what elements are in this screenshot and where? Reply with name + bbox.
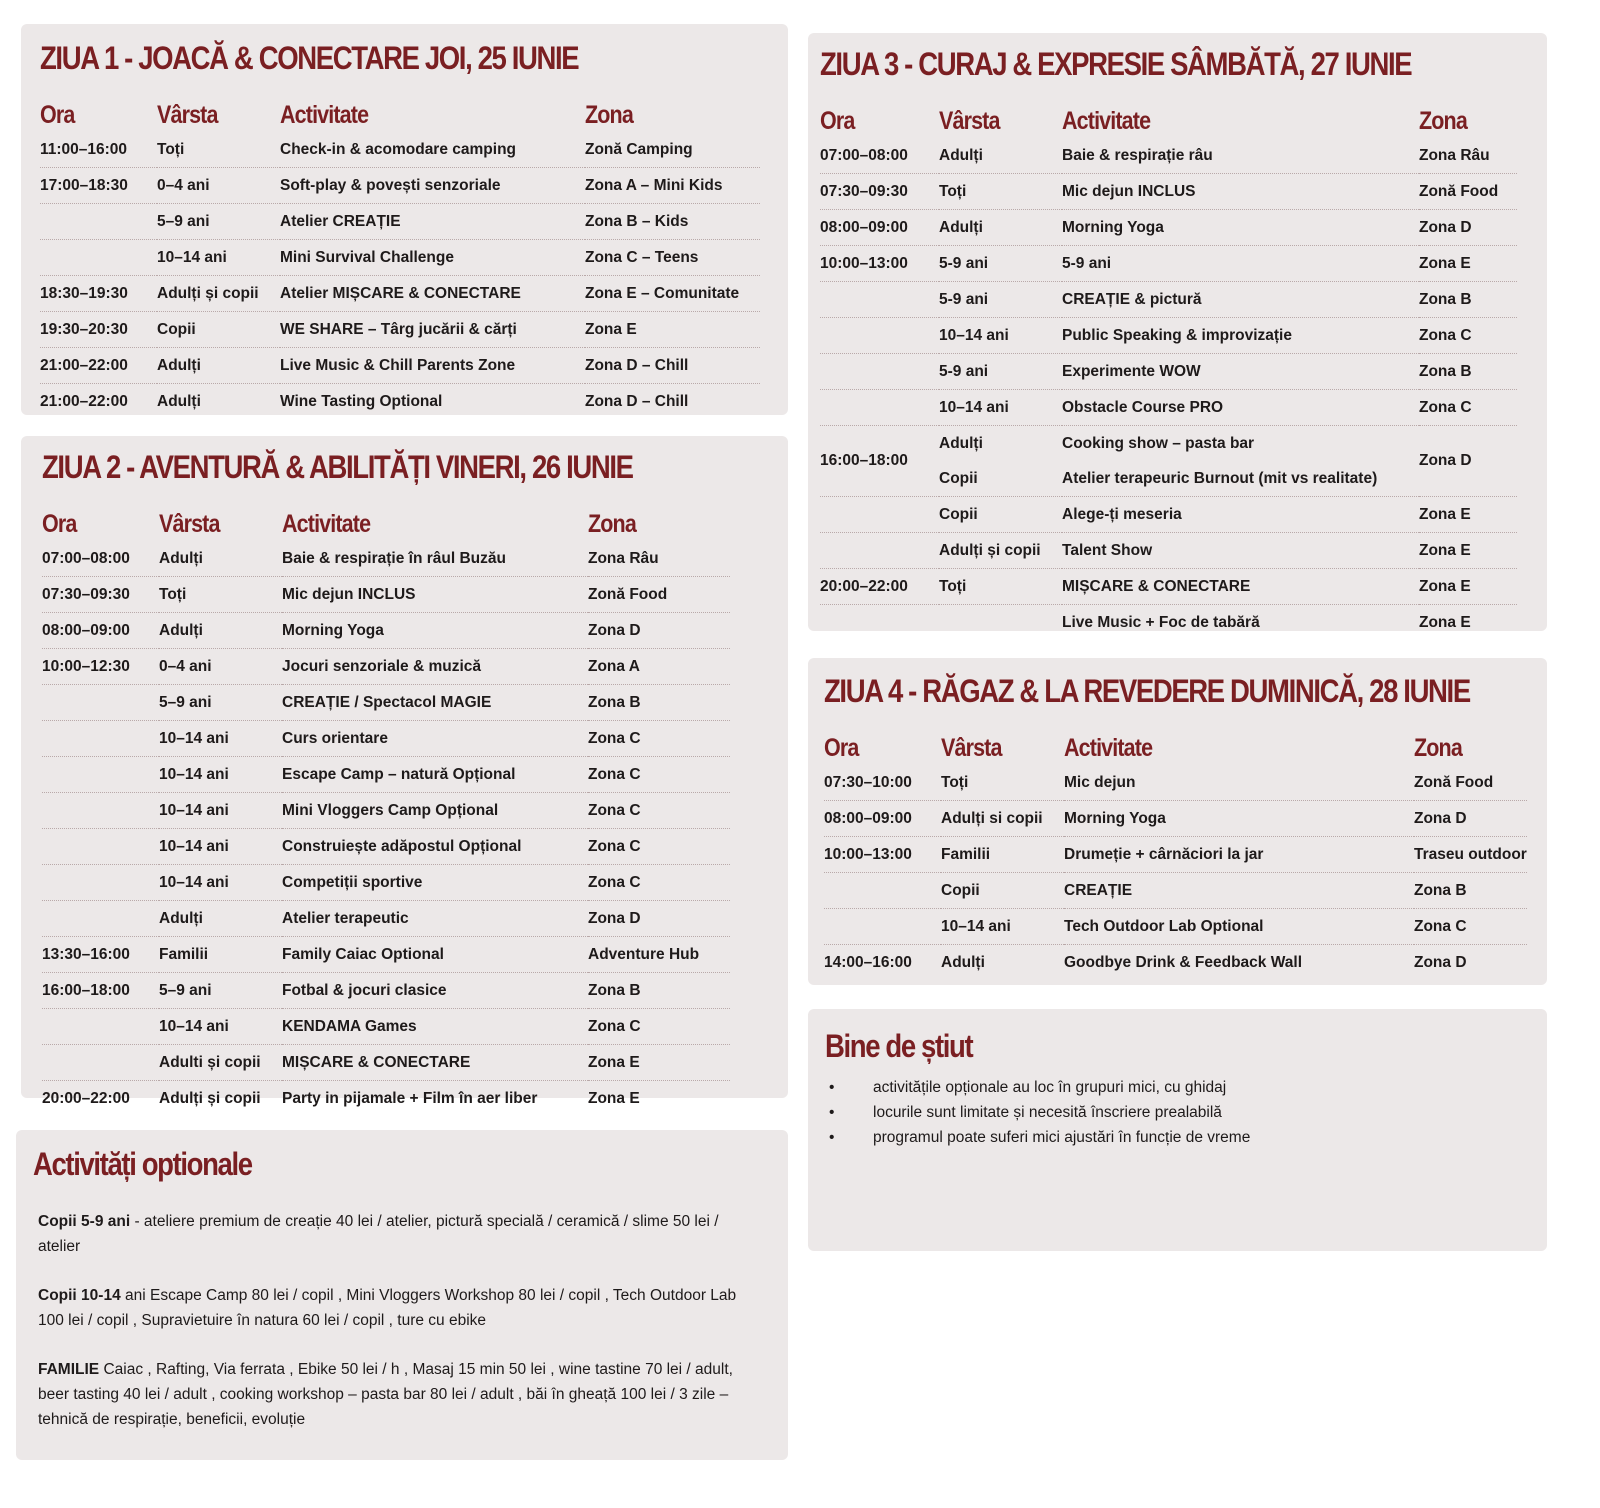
cell-zona: Zonă Camping: [585, 132, 760, 168]
cell-activitate: Party in pijamale + Film în aer liber: [282, 1089, 538, 1107]
table-row: [820, 390, 1517, 426]
table-row: [42, 937, 730, 973]
cell-activitate: Mic dejun: [1064, 765, 1414, 801]
cell-activitate: 5-9 ani: [1062, 246, 1419, 282]
table-row: [820, 246, 1517, 282]
cell-varsta: Adulți: [159, 613, 282, 649]
cell-zona: Zona E – Comunitate: [585, 276, 760, 312]
day1-card: [21, 24, 788, 415]
cell-zona: Zona D: [1419, 426, 1517, 497]
cell-varsta: 10–14 ani: [159, 793, 282, 829]
cell-ora: [820, 390, 939, 426]
cell-varsta: Adulți: [939, 138, 1062, 174]
table-row: [42, 649, 730, 685]
cell-varsta: Toți: [157, 132, 280, 168]
header-ora: Ora: [820, 107, 855, 135]
cell-activitate: Check-in & acomodare camping: [280, 132, 585, 168]
cell-zona: Zona D – Chill: [585, 392, 689, 410]
cell-ora: [42, 757, 159, 793]
cell-ora: 20:00–22:00: [820, 569, 939, 605]
cell-zona: Zona D: [1414, 953, 1467, 971]
header-ora: Ora: [40, 101, 75, 129]
cell-zona: Zona E: [1419, 613, 1471, 631]
table-row: [820, 533, 1517, 569]
cell-activitate: Talent Show: [1062, 533, 1419, 569]
day3-title: ZIUA 3 - CURAJ & EXPRESIE SÂMBĂTĂ, 27 IUNIE: [820, 46, 1412, 82]
cell-activitate: CREAȚIE: [1064, 873, 1414, 909]
cell-activitate: Live Music + Foc de tabără: [1062, 613, 1260, 631]
cell-zona: Zona B: [1419, 354, 1517, 390]
table-row: [40, 384, 760, 420]
cell-varsta: 10–14 ani: [159, 1009, 282, 1045]
day4-card: [808, 658, 1547, 985]
cell-varsta: Adulți și copii: [939, 533, 1062, 569]
cell-varsta: Adulți: [159, 901, 282, 937]
cell-varsta: Adulți: [939, 434, 983, 452]
table-row: [824, 945, 1527, 981]
cell-zona: Zona C: [1419, 390, 1517, 426]
cell-activitate: MIȘCARE & CONECTARE: [282, 1045, 588, 1081]
header-activitate: Activitate: [282, 510, 371, 538]
note-item: • locurile sunt limitate și necesită înscriere prealabilă: [827, 1100, 1517, 1125]
cell-zona: Zona Râu: [588, 541, 730, 577]
day4-table: [824, 723, 1527, 980]
cell-activitate: Competiții sportive: [282, 865, 588, 901]
cell-varsta: Copii: [157, 312, 280, 348]
cell-activitate: Jocuri senzoriale & muzică: [282, 649, 588, 685]
cell-activitate: Mini Survival Challenge: [280, 240, 585, 276]
cell-activitate: Mini Vloggers Camp Opțional: [282, 793, 588, 829]
cell-ora: 17:00–18:30: [40, 168, 157, 204]
cell-varsta: Adulți și copii: [157, 276, 280, 312]
table-row: [824, 837, 1527, 873]
cell-varsta: 5-9 ani: [939, 354, 1062, 390]
optional-family: FAMILIE Caiac , Rafting, Via ferrata , Ebike 50 lei / h , Masaj 15 min 50 lei , wine tastine 70 lei / adult, beer tasting 40 lei / adult , cooking workshop – pasta bar 80 lei / adult , băi în gheață 100 lei / 3 zile – tehnică de respirație, beneficii, evoluție: [38, 1361, 733, 1428]
table-row: [42, 793, 730, 829]
cell-zona: Zona B – Kids: [585, 204, 760, 240]
table-row: [40, 312, 760, 348]
cell-ora: 10:00–12:30: [42, 649, 159, 685]
cell-varsta: Adulti și copii: [159, 1045, 282, 1081]
cell-varsta: 10–14 ani: [159, 829, 282, 865]
cell-zona: Zona C: [588, 793, 730, 829]
cell-zona: Zona E: [585, 312, 760, 348]
cell-zona: Zona E: [588, 1089, 640, 1107]
cell-activitate: Soft-play & povești senzoriale: [280, 168, 585, 204]
table-row: [42, 757, 730, 793]
cell-activitate: Fotbal & jocuri clasice: [282, 973, 588, 1009]
cell-zona: Zona E: [1419, 497, 1517, 533]
day2-table: [42, 499, 730, 1116]
cell-zona: Zona Râu: [1419, 138, 1517, 174]
cell-zona: Zona D: [588, 613, 730, 649]
cell-ora: [42, 721, 159, 757]
cell-activitate: KENDAMA Games: [282, 1009, 588, 1045]
cell-ora: [40, 240, 157, 276]
table-row: [820, 318, 1517, 354]
cell-activitate: Baie & respirație râu: [1062, 138, 1419, 174]
cell-varsta: 5–9 ani: [157, 204, 280, 240]
cell-activitate: Drumeție + cârnăciori la jar: [1064, 837, 1414, 873]
cell-varsta: Toți: [939, 174, 1062, 210]
cell-ora: 21:00–22:00: [40, 348, 157, 384]
cell-ora: 21:00–22:00: [40, 392, 128, 410]
day4-title: ZIUA 4 - RĂGAZ & LA REVEDERE DUMINICĂ, 28 IUNIE: [824, 673, 1470, 709]
table-row: [820, 569, 1517, 605]
cell-ora: [820, 282, 939, 318]
table-row: [820, 210, 1517, 246]
header-zona: Zona: [588, 510, 636, 538]
cell-zona: Zona C: [1414, 909, 1527, 945]
table-row: [820, 174, 1517, 210]
cell-ora: [40, 204, 157, 240]
cell-ora: 18:30–19:30: [40, 276, 157, 312]
cell-zona: Zona C: [588, 1009, 730, 1045]
table-row: [42, 1009, 730, 1045]
header-varsta: Vârsta: [939, 107, 1000, 135]
day1-title: ZIUA 1 - JOACĂ & CONECTARE JOI, 25 IUNIE: [40, 40, 579, 76]
cell-zona: Zona E: [1419, 569, 1517, 605]
note-item: • activitățile opționale au loc în grupuri mici, cu ghidaj: [827, 1075, 1517, 1100]
table-row: [824, 909, 1527, 945]
cell-varsta: Adulți și copii: [159, 1089, 261, 1107]
cell-ora: 20:00–22:00: [42, 1089, 130, 1107]
table-row: [42, 829, 730, 865]
cell-varsta: Adulți: [157, 392, 201, 410]
day2-title: ZIUA 2 - AVENTURĂ & ABILITĂȚI VINERI, 26 IUNIE: [42, 449, 633, 485]
optional-card: [16, 1130, 788, 1460]
cell-activitate: Baie & respirație în râul Buzău: [282, 541, 588, 577]
table-row: [824, 801, 1527, 837]
cell-ora: 07:00–08:00: [820, 138, 939, 174]
header-activitate: Activitate: [1062, 107, 1151, 135]
cell-zona: Zona C: [1419, 318, 1517, 354]
note-item: • programul poate suferi mici ajustări în funcție de vreme: [827, 1125, 1517, 1150]
cell-varsta: Adulți: [157, 348, 280, 384]
cell-zona: Zona D: [1414, 801, 1527, 837]
day3-card: [808, 33, 1547, 631]
header-ora: Ora: [824, 734, 859, 762]
table-row: [42, 1081, 730, 1117]
table-row: [40, 204, 760, 240]
cell-activitate: Goodbye Drink & Feedback Wall: [1064, 953, 1303, 971]
day3-table: [820, 96, 1517, 640]
header-varsta: Vârsta: [157, 101, 218, 129]
cell-varsta: Adulți: [939, 210, 1062, 246]
cell-zona: Zona E: [588, 1045, 730, 1081]
cell-activitate: Curs orientare: [282, 721, 588, 757]
cell-varsta: Adulți: [941, 953, 985, 971]
cell-varsta: 0–4 ani: [159, 649, 282, 685]
cell-zona: Zona A – Mini Kids: [585, 168, 760, 204]
cell-varsta: 10–14 ani: [939, 390, 1062, 426]
cell-varsta: Toți: [941, 765, 1064, 801]
header-activitate: Activitate: [1064, 734, 1153, 762]
cell-activitate: Public Speaking & improvizație: [1062, 318, 1419, 354]
cell-zona: Zona E: [1419, 246, 1517, 282]
cell-zona: Zona C: [588, 865, 730, 901]
cell-activitate: WE SHARE – Târg jucării & cărți: [280, 312, 585, 348]
cell-varsta: [939, 605, 1062, 641]
cell-varsta: 10–14 ani: [939, 318, 1062, 354]
header-varsta: Vârsta: [941, 734, 1002, 762]
cell-activitate: Obstacle Course PRO: [1062, 390, 1419, 426]
table-row: [42, 973, 730, 1009]
cell-zona: Zonă Food: [588, 577, 730, 613]
table-row: [820, 497, 1517, 533]
table-row: [40, 240, 760, 276]
cell-ora: 07:30–10:00: [824, 765, 941, 801]
table-row: [42, 577, 730, 613]
optional-body: [38, 1209, 763, 1456]
cell-ora: [820, 318, 939, 354]
header-ora: Ora: [42, 510, 77, 538]
cell-ora: 08:00–09:00: [42, 613, 159, 649]
cell-activitate: Cooking show – pasta bar: [1062, 434, 1255, 452]
table-row: [40, 168, 760, 204]
cell-zona: Zona D: [588, 901, 730, 937]
cell-activitate: Alege-ți meseria: [1062, 497, 1419, 533]
cell-zona: Zona D – Chill: [585, 348, 760, 384]
cell-ora: 08:00–09:00: [820, 210, 939, 246]
cell-activitate: Escape Camp – natură Opțional: [282, 757, 588, 793]
cell-activitate: Live Music & Chill Parents Zone: [280, 348, 585, 384]
cell-zona: Zona B: [588, 973, 730, 1009]
cell-zona: Zona C – Teens: [585, 240, 760, 276]
table-row: [42, 865, 730, 901]
table-row: [42, 541, 730, 577]
table-row: [820, 605, 1517, 641]
cell-ora: [42, 829, 159, 865]
header-activitate: Activitate: [280, 101, 369, 129]
cell-zona: Zona C: [588, 829, 730, 865]
cell-zona: Zona C: [588, 757, 730, 793]
notes-list: [827, 1075, 1517, 1150]
header-varsta: Vârsta: [159, 510, 220, 538]
table-row: [42, 721, 730, 757]
cell-varsta: 10–14 ani: [157, 240, 280, 276]
cell-zona: Adventure Hub: [588, 937, 730, 973]
table-row: [820, 138, 1517, 174]
cell-activitate: Construiește adăpostul Opțional: [282, 829, 588, 865]
cell-ora: [42, 1045, 159, 1081]
cell-zona: Zonă Food: [1419, 174, 1517, 210]
cell-activitate: Wine Tasting Optional: [280, 392, 443, 410]
cell-ora: [820, 354, 939, 390]
cell-activitate: Atelier MIȘCARE & CONECTARE: [280, 276, 585, 312]
table-row: [42, 685, 730, 721]
day1-table: [40, 90, 760, 419]
cell-ora: 10:00–13:00: [820, 246, 939, 282]
cell-activitate: Family Caiac Optional: [282, 937, 588, 973]
cell-activitate: CREAȚIE & pictură: [1062, 282, 1419, 318]
cell-ora: 14:00–16:00: [824, 953, 912, 971]
cell-ora: [42, 901, 159, 937]
cell-activitate: Atelier CREAȚIE: [280, 204, 585, 240]
cell-zona: Zona E: [1419, 533, 1517, 569]
cell-ora: [42, 865, 159, 901]
cell-varsta: Familii: [159, 937, 282, 973]
cell-zona: Zona C: [588, 721, 730, 757]
cell-ora: [42, 793, 159, 829]
cell-ora: 19:30–20:30: [40, 312, 157, 348]
cell-ora: 16:00–18:00: [820, 426, 939, 497]
optional-title: Activități optionale: [33, 1146, 252, 1182]
cell-zona: Zona B: [1419, 282, 1517, 318]
cell-varsta: 10–14 ani: [159, 865, 282, 901]
table-row: [820, 354, 1517, 390]
cell-varsta: Copii: [939, 497, 1062, 533]
cell-varsta: 5–9 ani: [159, 685, 282, 721]
table-row: [40, 276, 760, 312]
cell-ora: [820, 497, 939, 533]
cell-varsta: 0–4 ani: [157, 168, 280, 204]
cell-ora: [42, 685, 159, 721]
table-row: [820, 426, 1517, 462]
cell-zona: Zona A: [588, 649, 730, 685]
cell-varsta: 10–14 ani: [159, 721, 282, 757]
cell-varsta: Toți: [159, 577, 282, 613]
day2-card: [21, 436, 788, 1107]
cell-activitate: Tech Outdoor Lab Optional: [1064, 909, 1414, 945]
table-row: [824, 873, 1527, 909]
cell-activitate: Atelier terapeuric Burnout (mit vs realitate): [1062, 461, 1419, 497]
cell-ora: 13:30–16:00: [42, 937, 159, 973]
optional-kids-5-9: Copii 5-9 ani - ateliere premium de creație 40 lei / atelier, pictură specială / ceramică / slime 50 lei / atelier: [38, 1213, 719, 1255]
cell-varsta: 10–14 ani: [941, 909, 1064, 945]
notes-card: [808, 1009, 1547, 1251]
cell-varsta: Toți: [939, 569, 1062, 605]
table-row: [42, 613, 730, 649]
cell-ora: 11:00–16:00: [40, 132, 157, 168]
cell-activitate: CREAȚIE / Spectacol MAGIE: [282, 685, 588, 721]
cell-ora: [820, 533, 939, 569]
table-row: [42, 1045, 730, 1081]
cell-varsta: 5-9 ani: [939, 282, 1062, 318]
cell-varsta: Familii: [941, 837, 1064, 873]
cell-zona: Traseu outdoor: [1414, 837, 1527, 873]
cell-ora: [42, 1009, 159, 1045]
cell-activitate: MIȘCARE & CONECTARE: [1062, 569, 1419, 605]
cell-zona: Zona B: [1414, 873, 1527, 909]
cell-ora: [820, 605, 939, 641]
cell-ora: [824, 873, 941, 909]
table-row: [40, 132, 760, 168]
cell-activitate: Morning Yoga: [1064, 801, 1414, 837]
cell-activitate: Morning Yoga: [1062, 210, 1419, 246]
cell-ora: [824, 909, 941, 945]
cell-activitate: Experimente WOW: [1062, 354, 1419, 390]
table-row: [824, 765, 1527, 801]
cell-activitate: Mic dejun INCLUS: [1062, 174, 1419, 210]
cell-ora: 08:00–09:00: [824, 801, 941, 837]
table-row: [820, 282, 1517, 318]
cell-zona: Zona B: [588, 685, 730, 721]
cell-ora: 07:00–08:00: [42, 541, 159, 577]
cell-varsta: 10–14 ani: [159, 757, 282, 793]
cell-varsta: Adulți si copii: [941, 801, 1064, 837]
optional-kids-10-14: Copii 10-14 ani Escape Camp 80 lei / copil , Mini Vloggers Workshop 80 lei / copil , Tech Outdoor Lab 100 lei / copil , Supravietuire în natura 60 lei / copil , ture cu ebike: [38, 1287, 737, 1329]
header-zona: Zona: [1419, 107, 1467, 135]
cell-varsta: Copii: [939, 461, 1062, 497]
table-row: [42, 901, 730, 937]
cell-varsta: Copii: [941, 873, 1064, 909]
table-row: [40, 348, 760, 384]
notes-title: Bine de știut: [825, 1028, 973, 1064]
cell-varsta: Adulți: [159, 541, 282, 577]
cell-activitate: Mic dejun INCLUS: [282, 577, 588, 613]
cell-zona: Zonă Food: [1414, 765, 1527, 801]
cell-ora: 07:30–09:30: [820, 174, 939, 210]
cell-ora: 07:30–09:30: [42, 577, 159, 613]
cell-ora: 10:00–13:00: [824, 837, 941, 873]
cell-activitate: Morning Yoga: [282, 613, 588, 649]
cell-ora: 16:00–18:00: [42, 973, 159, 1009]
cell-zona: Zona D: [1419, 210, 1517, 246]
cell-varsta: 5–9 ani: [159, 973, 282, 1009]
cell-activitate: Atelier terapeutic: [282, 901, 588, 937]
header-zona: Zona: [1414, 734, 1462, 762]
cell-varsta: 5-9 ani: [939, 246, 1062, 282]
header-zona: Zona: [585, 101, 633, 129]
